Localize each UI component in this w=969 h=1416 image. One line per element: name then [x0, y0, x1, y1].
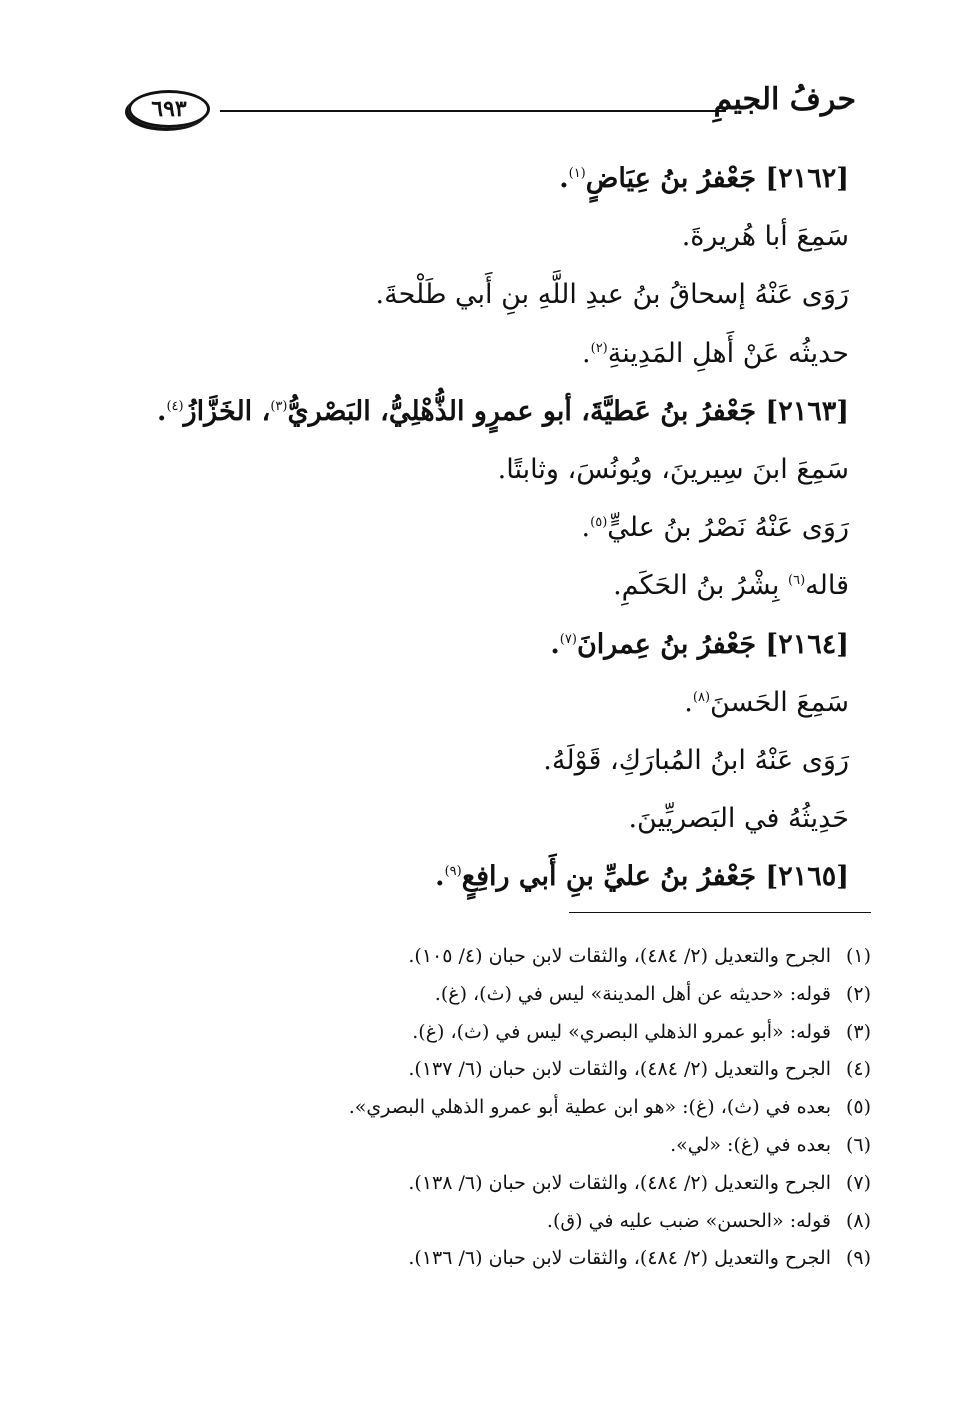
text-line: سَمِعَ ابنَ سِيرينَ، ويُونُسَ، وثابتًا. — [497, 453, 849, 485]
footnote — [131, 976, 871, 1014]
footnote-ref[interactable]: (٣) — [270, 398, 288, 414]
text-line: رَوَى عَنْهُ إسحاقُ بنُ عبدِ اللَّهِ بنِ أَبي طَلْحةَ. — [375, 279, 849, 311]
footnote-number: (٤) — [845, 1058, 871, 1081]
footnote — [131, 1089, 871, 1127]
text-line: رَوَى عَنْهُ ابنُ المُبارَكِ، قَوْلَهُ. — [543, 744, 849, 776]
footnote-number: (٨) — [845, 1209, 871, 1232]
main-text — [129, 150, 849, 906]
footnote-text: الجرح والتعديل (٢/ ٤٨٤)، والثقات لابن حبان (٦/ ١٣٦). — [408, 1247, 831, 1270]
footnote-number: (٢) — [845, 982, 871, 1005]
footnote — [131, 1165, 871, 1203]
footnote-ref[interactable]: (٥) — [590, 515, 608, 531]
page-number: ٦٩٣ — [151, 96, 187, 122]
footnote-text: قوله: «حديثه عن أهل المدينة» ليس في (ث)، (غ). — [434, 982, 831, 1005]
footnote — [131, 1240, 871, 1278]
footnote-number: (١) — [845, 945, 871, 967]
text-line: قاله$^{(٦)}$ بِشْرُ بنُ الحَكَمِ. — [613, 570, 849, 602]
text-line: حديثُه عَنْ أَهلِ المَدِينةِ$^{(٢)}$. — [582, 337, 849, 369]
footnote-number: (٣) — [845, 1020, 871, 1043]
footnote — [131, 1203, 871, 1241]
footnote — [131, 1051, 871, 1089]
footnote-number: (٧) — [845, 1171, 871, 1194]
footnote-ref[interactable]: (٨) — [692, 689, 711, 705]
footnote-ref[interactable]: (٧) — [559, 631, 577, 647]
footnote — [131, 1014, 871, 1052]
footnote-text: الجرح والتعديل (٢/ ٤٨٤)، والثقات لابن حبان (٤/ ١٠٥). — [408, 945, 831, 967]
footnote-ref[interactable]: (٩) — [444, 864, 462, 880]
footnote-text: الجرح والتعديل (٢/ ٤٨٤)، والثقات لابن حبان (٦/ ١٣٧). — [408, 1058, 831, 1081]
text-line: رَوَى عَنْهُ نَصْرُ بنُ عليٍّ$^{(٥)}$. — [581, 512, 849, 544]
text-line: [٢١٦٤] جَعْفرُ بنُ عِمرانَ$^{(٧)}$. — [550, 628, 849, 660]
footnote-text: بعده في (غ): «لي». — [670, 1133, 831, 1156]
running-header — [128, 82, 856, 134]
footnote-text: قوله: «الحسن» ضبب عليه في (ق). — [546, 1209, 831, 1232]
footnote-separator — [569, 912, 871, 913]
footnote-text: قوله: «أبو عمرو الذهلي البصري» ليس في (ث)، (غ). — [412, 1020, 831, 1043]
footnote — [131, 1127, 871, 1165]
chapter-title: حرفُ الجيمِ — [713, 82, 856, 117]
footnote-ref[interactable]: (٢) — [590, 340, 608, 356]
text-line: سَمِعَ أبا هُريرةَ. — [681, 221, 849, 253]
text-line: [٢١٦٣] جَعْفرُ بنُ عَطيَّةَ، أبو عمرٍو الذُّهْلِيُّ، البَصْريُّ$^{(٣)}$، الخَزَّازُ$^{(٤)}$. — [157, 395, 849, 427]
text-line: [٢١٦٥] جَعْفرُ بنُ عليِّ بنِ أَبي رافِعٍ$^{(٩)}$. — [435, 861, 849, 893]
text-line: حَدِيثُهُ في البَصريِّينَ. — [628, 803, 849, 835]
footnote-text: بعده في (ث)، (غ): «هو ابن عطية أبو عمرو الذهلي البصري». — [348, 1096, 831, 1119]
text-line: سَمِعَ الحَسنَ$^{(٨)}$. — [684, 686, 849, 718]
header-rule — [220, 110, 726, 112]
text-line: [٢١٦٢] جَعْفرُ بنُ عِيَاضٍ$^{(١)}$. — [559, 163, 849, 194]
footnote-number: (٦) — [845, 1133, 871, 1156]
footnote-number: (٥) — [845, 1096, 871, 1119]
footnote-ref[interactable]: (٤) — [166, 398, 184, 414]
footnotes — [131, 938, 871, 1278]
page-number-badge — [128, 90, 210, 128]
footnote-ref[interactable]: (١) — [568, 166, 586, 181]
footnote-text: الجرح والتعديل (٢/ ٤٨٤)، والثقات لابن حبان (٦/ ١٣٨). — [408, 1171, 831, 1194]
footnote-number: (٩) — [845, 1247, 871, 1270]
footnote — [131, 938, 871, 976]
footnote-ref[interactable]: (٦) — [788, 573, 806, 589]
